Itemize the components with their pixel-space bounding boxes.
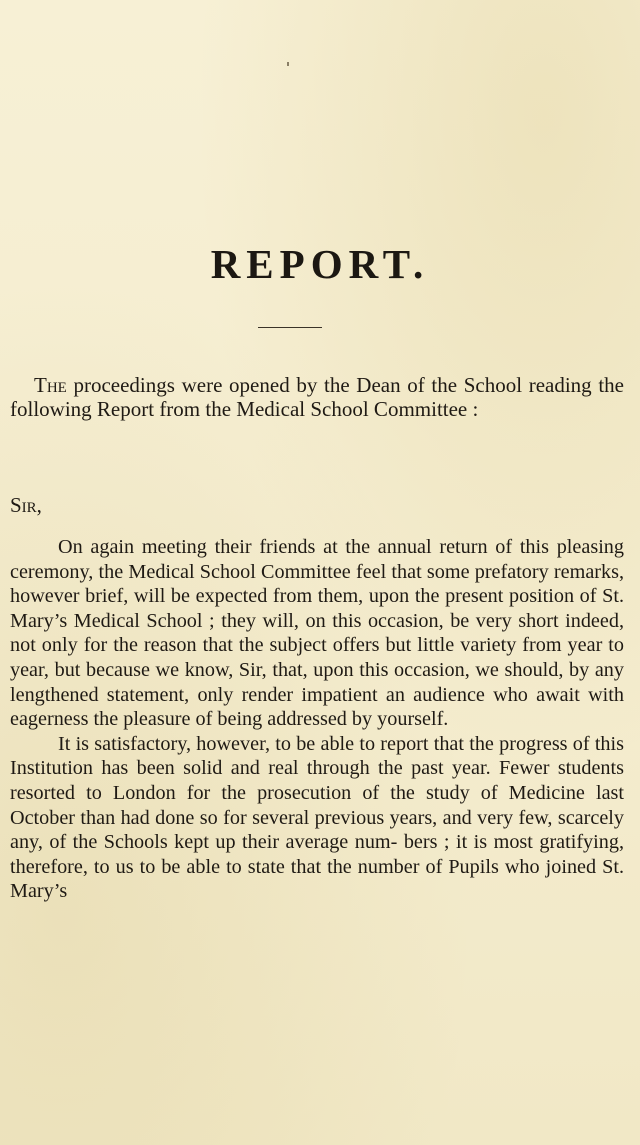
opening-paragraph bbox=[10, 373, 624, 421]
body-paragraph-2: It is satisfactory, however, to be able to report that the progress of this Institution has been solid and real through the past year. Fewer students resorted to London for the prosecution of the study of Medicine last October than had done so for several previous years, and very few, scarcely any, of the Schools kept up their average num- bers ; it is most gratifying, therefore, to us to be able to state that the number of Pupils who joined St. Mary’s bbox=[10, 732, 624, 903]
title-divider bbox=[258, 327, 322, 328]
opening-lead-word: The bbox=[34, 373, 67, 397]
page-speck bbox=[287, 62, 289, 66]
body-paragraph-1: On again meeting their friends at the annual return of this pleasing ceremony, the Medical School Committee feel that some prefatory remarks, however brief, will be expected from them, upon the present position of St. Mary’s Medical School ; they will, on this occasion, be very short indeed, not only for the reason that the subject offers but little variety from year to year, but because we know, Sir, that, upon this occasion, we should, by any lengthened statement, only render impatient an audience who await with eagerness the pleasure of being addressed by yourself. bbox=[10, 536, 624, 731]
opening-text: proceedings were opened by the Dean of the School reading the following Report from the Medical School Committee : bbox=[10, 373, 624, 421]
page-title: REPORT. bbox=[210, 241, 430, 287]
salutation: Sir, bbox=[10, 493, 42, 517]
report-body bbox=[10, 535, 624, 904]
